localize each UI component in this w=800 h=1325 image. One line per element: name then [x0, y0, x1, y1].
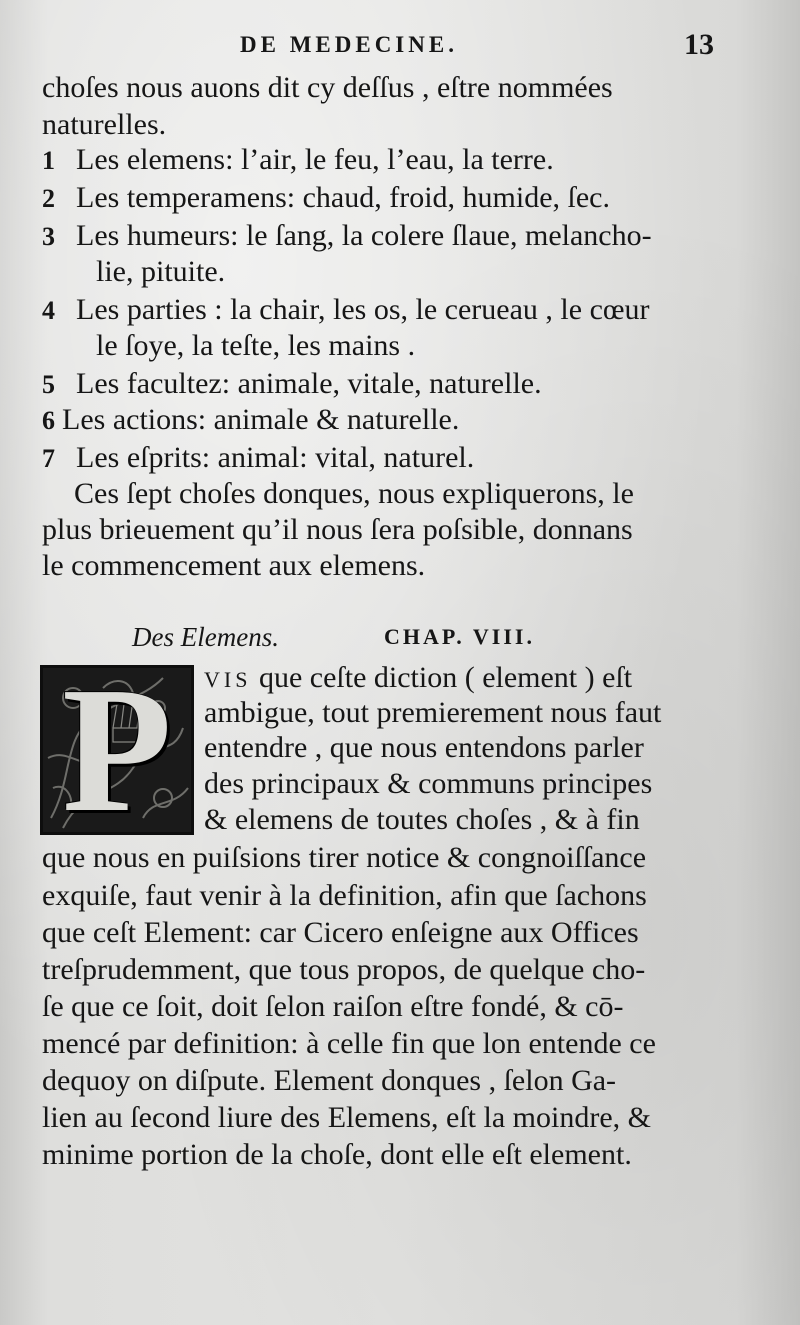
- page-number: 13: [684, 28, 714, 61]
- page-header: [0, 28, 800, 68]
- wrapped-line: entendre , que nous entendons parler: [204, 731, 644, 764]
- section-title: Des Elemens.: [132, 622, 279, 652]
- list-item: [42, 180, 610, 217]
- first-word-rest: VIS: [204, 667, 252, 692]
- list-item-text: Les parties : la chair, les os, le cerueau , le cœur: [76, 293, 650, 326]
- body-line: treſprudemment, que tous propos, de quelque cho-: [42, 953, 646, 986]
- list-item-number: 6: [42, 406, 55, 435]
- wrapped-line: des principaux & communs principes: [204, 767, 653, 800]
- list-item-number: 4: [42, 296, 55, 325]
- body-line: ſe que ce ſoit, doit ſelon raiſon eſtre fondé, & cō-: [42, 990, 624, 1023]
- wrapped-line: ambigue, tout premierement nous faut: [204, 696, 662, 729]
- summary-line: plus brieuement qu’il nous ſera poſsible, donnans: [42, 513, 633, 546]
- list-item-continuation: le ſoye, la teſte, les mains .: [96, 329, 416, 362]
- list-item-text: Les actions: animale & naturelle.: [62, 403, 460, 436]
- list-item-number: 3: [42, 222, 55, 251]
- body-line: exquiſe, faut venir à la definition, afin que ſachons: [42, 879, 647, 912]
- list-item-continuation: lie, pituite.: [96, 255, 226, 288]
- intro-line: choſes nous auons dit cy deſſus , eſtre nommées: [42, 71, 613, 104]
- body-line: minime portion de la choſe, dont elle eſt element.: [42, 1138, 632, 1171]
- list-item-number: 1: [42, 146, 55, 175]
- list-item-text: Les humeurs: le ſang, la colere ſlaue, melancho-: [76, 219, 652, 252]
- chapter-label: CHAP. VIII.: [384, 624, 535, 649]
- list-item-text: Les facultez: animale, vitale, naturelle.: [76, 367, 542, 400]
- list-item: [42, 218, 652, 255]
- list-item-number: 5: [42, 370, 55, 399]
- list-item: [42, 366, 542, 403]
- running-head: DE MEDECINE.: [240, 32, 458, 57]
- list-item-number: 7: [42, 444, 55, 473]
- body-line: que nous en puiſsions tirer notice & congnoiſſance: [42, 841, 647, 874]
- initial-letter: P: [62, 665, 172, 835]
- list-item-text: Les elemens: l’air, le feu, l’eau, la terre.: [76, 143, 554, 176]
- body-line: lien au ſecond liure des Elemens, eſt la moindre, &: [42, 1101, 651, 1134]
- list-item: [42, 402, 459, 439]
- intro-line: naturelles.: [42, 108, 167, 141]
- wrapped-line: & elemens de toutes choſes , & à fin: [204, 803, 640, 836]
- list-item: [42, 142, 554, 179]
- decorated-initial: [40, 665, 194, 835]
- summary-line: le commencement aux elemens.: [42, 549, 426, 582]
- summary-line: Ces ſept choſes donques, nous expliquerons, le: [74, 477, 634, 510]
- list-item: [42, 292, 650, 329]
- list-item-text: Les temperamens: chaud, froid, humide, ſec.: [76, 181, 610, 214]
- list-item-text: Les eſprits: animal: vital, naturel.: [76, 441, 475, 474]
- wrapped-line-text: que ceſte diction ( element ) eſt: [251, 661, 633, 694]
- body-line: que ceſt Element: car Cicero enſeigne aux Offices: [42, 916, 639, 949]
- list-item-number: 2: [42, 184, 55, 213]
- body-line: mencé par definition: à celle fin que lon entende ce: [42, 1027, 656, 1060]
- body-line: dequoy on diſpute. Element donques , ſelon Ga-: [42, 1064, 617, 1097]
- list-item: [42, 440, 474, 477]
- chapter-first-line: [204, 660, 632, 698]
